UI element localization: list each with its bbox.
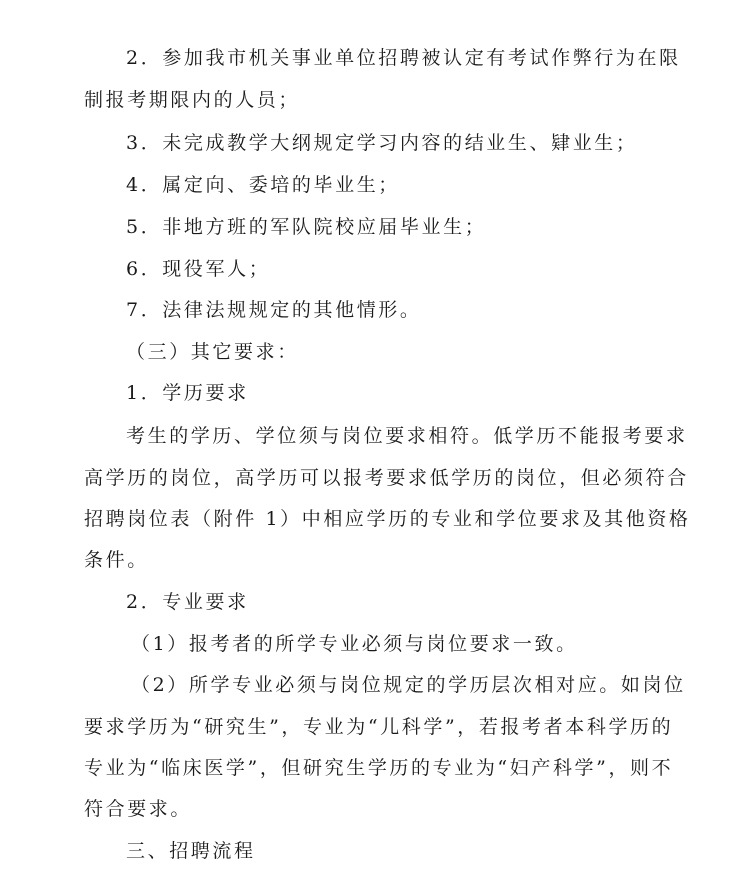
list-item: 5．非地方班的军队院校应届毕业生； [126,216,487,238]
list-item: 3．未完成教学大纲规定学习内容的结业生、肄业生； [126,132,638,154]
paragraph-line: 专业为“临床医学”，但研究生学历的专业为“妇产科学”，则不 [84,757,674,779]
paragraph-line: 符合要求。 [84,798,193,820]
paragraph-line: 2．参加我市机关事业单位招聘被认定有考试作弊行为在限 [126,47,681,69]
subsection-heading: 1．学历要求 [126,382,249,404]
paragraph-line: 制报考期限内的人员； [84,89,301,111]
paragraph-line: 招聘岗位表（附件 1）中相应学历的专业和学位要求及其他资格 [84,508,691,530]
paragraph-line: 要求学历为“研究生”，专业为“儿科学”，若报考者本科学历的 [84,716,674,738]
list-item: 7．法律法规规定的其他情形。 [126,299,422,321]
list-item: （1）报考者的所学专业必须与岗位要求一致。 [131,633,578,655]
list-item: 4．属定向、委培的毕业生； [126,174,400,196]
paragraph-line: 条件。 [84,549,149,571]
list-item: 6．现役军人； [126,258,271,280]
paragraph-line: （2）所学专业必须与岗位规定的学历层次相对应。如岗位 [131,674,686,696]
subsection-heading: 2．专业要求 [126,591,249,613]
section-heading: 三、招聘流程 [126,840,256,862]
paragraph-line: 考生的学历、学位须与岗位要求相符。低学历不能报考要求 [126,425,688,447]
section-heading: （三）其它要求： [126,341,299,363]
paragraph-line: 高学历的岗位，高学历可以报考要求低学历的岗位，但必须符合 [84,467,689,489]
